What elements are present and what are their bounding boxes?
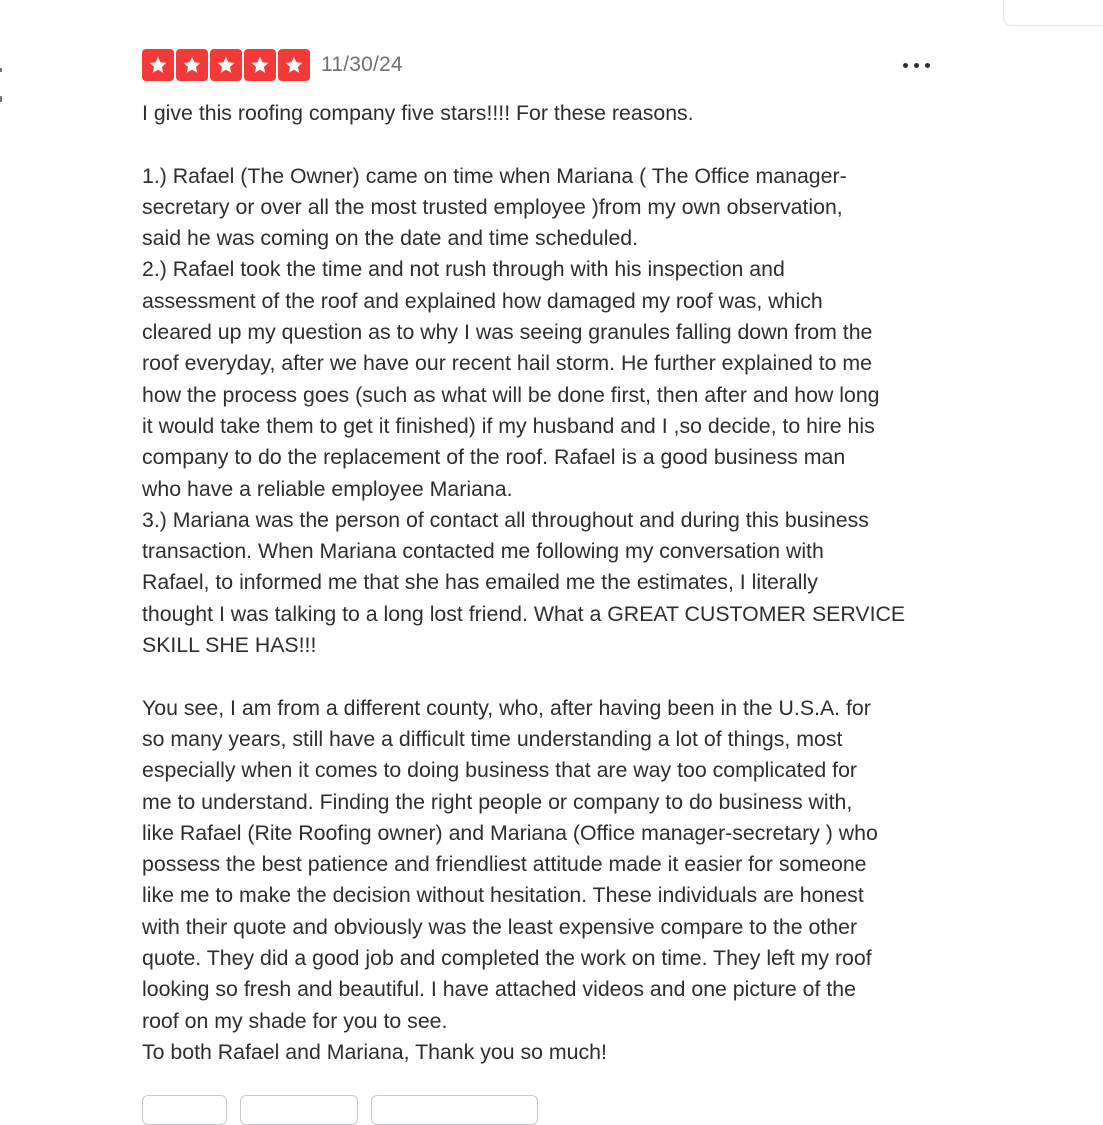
review-line: SKILL SHE HAS!!! [142,633,317,658]
review-line: cleared up my question as to why I was seeing granules falling down from the [142,320,873,345]
review-line: To both Rafael and Mariana, Thank you so much! [142,1039,607,1064]
review-text [142,98,942,1068]
more-options-icon [925,63,930,68]
review-line: possess the best patience and friendliest attitude made it easier for someone [142,852,867,877]
reaction-button[interactable] [371,1095,538,1125]
review-line: especially when it comes to doing business that are way too complicated for [142,758,858,783]
reaction-button[interactable] [142,1095,227,1125]
review-line: 1.) Rafael (The Owner) came on time when Mariana ( The Office manager- [142,163,847,188]
review-line: me to understand. Finding the right people or company to do business with, [142,789,853,814]
cropped-edge-glyph [0,96,2,102]
review-line: assessment of the roof and explained how damaged my roof was, which [142,288,823,313]
review-line: it would take them to get it finished) if my husband and I ,so decide, to hire his [142,413,875,438]
review-line: roof on my shade for you to see. [142,1008,448,1033]
review-card [142,48,942,1068]
review-line: 2.) Rafael took the time and not rush through with his inspection and [142,257,785,282]
cropped-edge-glyph [0,68,2,72]
review-line: transaction. When Mariana contacted me following my conversation with [142,539,824,564]
review-line: company to do the replacement of the roof. Rafael is a good business man [142,445,846,470]
review-line: secretary or over all the most trusted employee )from my own observation, [142,194,843,219]
reaction-bar [142,1095,538,1125]
star-rating [142,49,310,81]
star-icon [210,49,242,81]
review-line: thought I was talking to a long lost friend. What a GREAT CUSTOMER SERVICE [142,601,906,626]
more-options-button[interactable] [898,51,934,79]
review-line: like me to make the decision without hesitation. These individuals are honest [142,883,864,908]
adjacent-card-edge [1003,0,1103,26]
review-line: I give this roofing company five stars!!!! For these reasons. [142,101,694,125]
review-line: You see, I am from a different county, who, after having been in the U.S.A. for [142,695,871,720]
star-icon [142,49,174,81]
star-icon [278,49,310,81]
reaction-button[interactable] [240,1095,358,1125]
star-icon [176,49,208,81]
review-header [142,48,942,82]
paragraph-break [142,661,942,692]
review-line: said he was coming on the date and time scheduled. [142,226,639,251]
review-line: like Rafael (Rite Roofing owner) and Mariana (Office manager-secretary ) who [142,820,878,845]
review-line: who have a reliable employee Mariana. [142,476,513,501]
review-line: quote. They did a good job and completed the work on time. They left my roof [142,946,872,971]
paragraph-break [142,129,942,160]
review-date: 11/30/24 [321,53,403,76]
review-line: so many years, still have a difficult time understanding a lot of things, most [142,726,843,751]
more-options-icon [903,63,908,68]
more-options-icon [914,63,919,68]
review-line: with their quote and obviously was the least expensive compare to the other [142,914,858,939]
review-line: 3.) Mariana was the person of contact all throughout and during this business [142,507,869,532]
review-line: how the process goes (such as what will be done first, then after and how long [142,382,880,407]
review-line: looking so fresh and beautiful. I have attached videos and one picture of the [142,977,856,1002]
star-icon [244,49,276,81]
review-line: roof everyday, after we have our recent hail storm. He further explained to me [142,351,872,376]
review-line: Rafael, to informed me that she has emailed me the estimates, I literally [142,570,818,595]
